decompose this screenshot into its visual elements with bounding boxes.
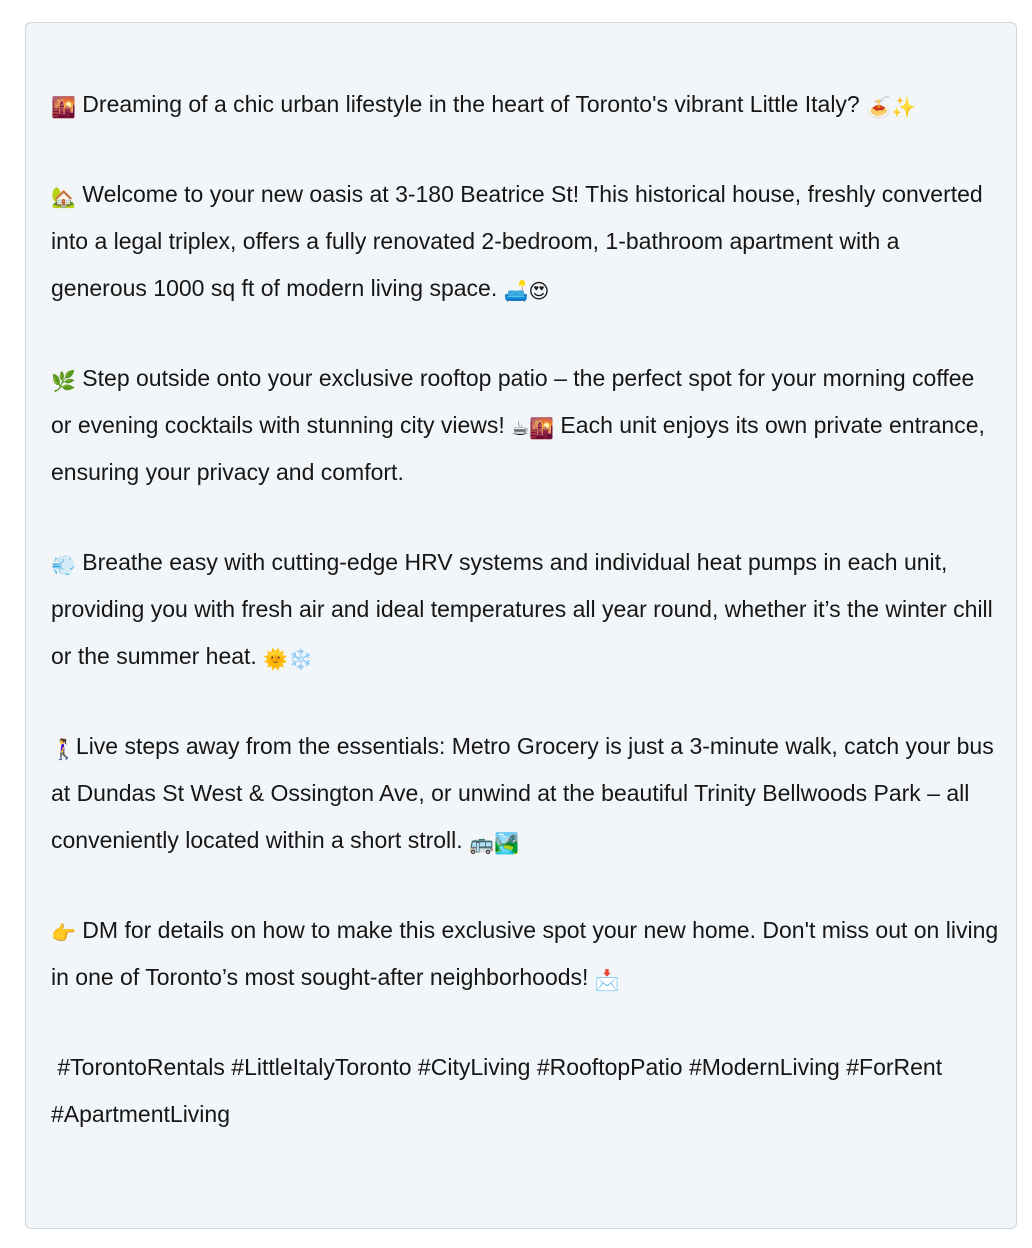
coffee-cityscape-icon: ☕🌇	[511, 416, 555, 440]
post-paragraph-rooftop	[51, 355, 1001, 496]
wind-icon: 💨	[51, 553, 76, 577]
bus-park-icon: 🚌🏞️	[469, 831, 519, 855]
post-hashtags	[51, 1044, 1001, 1138]
couch-heart-eyes-icon: 🛋️😍	[503, 279, 550, 303]
post-paragraph-welcome	[51, 171, 1001, 312]
post-text-card	[25, 22, 1017, 1229]
post-paragraph-cta	[51, 907, 1001, 1001]
paragraph-text: DM for details on how to make this exclusive spot your new home. Don't miss out on living in one of Toronto’s most sought-after neighborhoods!	[51, 917, 999, 990]
post-paragraph-location	[51, 723, 1001, 864]
hashtags-text: #TorontoRentals #LittleItalyToronto #CityLiving #RooftopPatio #ModernLiving #ForRent #ApartmentLiving	[51, 1054, 943, 1127]
paragraph-text: Breathe easy with cutting-edge HRV systems and individual heat pumps in each unit, providing you with fresh air and ideal temperatures all year round, whether it’s the winter chill or the summer heat.	[51, 549, 993, 669]
house-garden-icon: 🏡	[51, 185, 76, 209]
herb-icon: 🌿	[51, 369, 76, 393]
cityscape-sunset-icon: 🌇	[51, 95, 76, 119]
pointing-hand-icon: 👉	[51, 921, 76, 945]
pasta-sparkles-icon: 🍝✨	[866, 95, 916, 119]
paragraph-text: Welcome to your new oasis at 3-180 Beatrice St! This historical house, freshly converted into a legal triplex, offers a fully renovated 2-bedroom, 1-bathroom apartment with a generous 1000 sq ft of modern living space.	[51, 181, 983, 301]
paragraph-text: Live steps away from the essentials: Metro Grocery is just a 3-minute walk, catch your bus at Dundas St West & Ossington Ave, or unwind at the beautiful Trinity Bellwoods Park – all conveniently located within a short stroll.	[51, 733, 994, 853]
paragraph-text: Dreaming of a chic urban lifestyle in the heart of Toronto's vibrant Little Italy?	[75, 91, 867, 117]
envelope-arrow-icon: 📩	[594, 968, 620, 992]
paragraph-text: Step outside onto your exclusive rooftop patio – the perfect spot for your morning coffee or evening cocktails with stunning city views!	[51, 365, 975, 438]
paragraph-text-after: Each unit enjoys its own private entrance, ensuring your privacy and comfort.	[51, 412, 985, 485]
post-paragraph-intro	[51, 81, 1001, 128]
post-paragraph-hrv	[51, 539, 1001, 680]
sun-snowflake-icon: 🌞❄️	[263, 647, 314, 671]
walking-person-icon: 🚶‍♀️	[51, 737, 76, 761]
